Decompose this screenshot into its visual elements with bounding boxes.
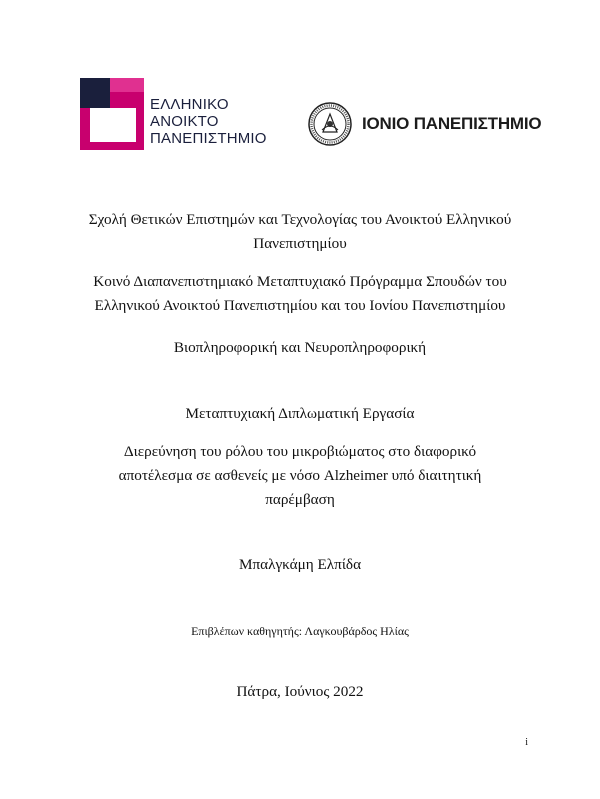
- author: [0, 553, 600, 577]
- thesis-title-line-3: παρέμβαση: [265, 491, 335, 508]
- place-date: [0, 680, 600, 704]
- author-name: Μπαλγκάμη Ελπίδα: [238, 556, 362, 573]
- thesis-title-line-2: αποτέλεσμα σε ασθενείς με νόσο Alzheimer υπό διαιτητική: [118, 467, 482, 484]
- eap-logo-text: [150, 96, 267, 147]
- supervisor-text: Επιβλέπων καθηγητής: Λαγκουβάρδος Ηλίας: [191, 624, 409, 638]
- thesis-title-line-1: Διερεύνηση του ρόλου του μικροβιώματος στο διαφορικό: [123, 443, 477, 460]
- school-name: [0, 208, 600, 256]
- logo-row: [0, 78, 600, 158]
- place-date-text: Πάτρα, Ιούνιος 2022: [236, 683, 364, 700]
- school-name-line-1: Σχολή Θετικών Επιστημών και Τεχνολογίας του Ανοικτού Ελληνικού: [88, 211, 512, 228]
- thesis-type: [0, 402, 600, 426]
- eap-logo: [80, 78, 280, 156]
- program-name-line-2: Ελληνικού Ανοικτού Πανεπιστημίου και του Ιονίου Πανεπιστημίου: [94, 297, 506, 314]
- eap-logo-line-2: ΑΝΟΙΚΤΟ: [150, 113, 219, 130]
- ionio-seal-icon: [308, 102, 352, 146]
- program-name-line-1: Κοινό Διαπανεπιστημιακό Μεταπτυχιακό Πρόγραμμα Σπουδών του: [93, 273, 507, 290]
- eap-logo-line-1: ΕΛΛΗΝΙΚΟ: [150, 96, 229, 113]
- school-name-line-2: Πανεπιστημίου: [253, 235, 347, 252]
- field-of-study-text: Βιοπληροφορική και Νευροπληροφορική: [173, 339, 427, 356]
- thesis-type-text: Μεταπτυχιακή Διπλωματική Εργασία: [185, 405, 415, 422]
- supervisor: [0, 619, 600, 643]
- thesis-title: [0, 440, 600, 512]
- ionio-logo-text: ΙΟΝΙΟ ΠΑΝΕΠΙΣΤΗΜΙΟ: [362, 114, 542, 133]
- field-of-study: [0, 336, 600, 360]
- ionio-logo: [308, 102, 542, 146]
- eap-logo-line-3: ΠΑΝΕΠΙΣΤΗΜΙΟ: [150, 130, 267, 147]
- eap-logo-mark: [80, 78, 144, 150]
- program-name: [0, 270, 600, 318]
- page-number: i: [525, 737, 528, 748]
